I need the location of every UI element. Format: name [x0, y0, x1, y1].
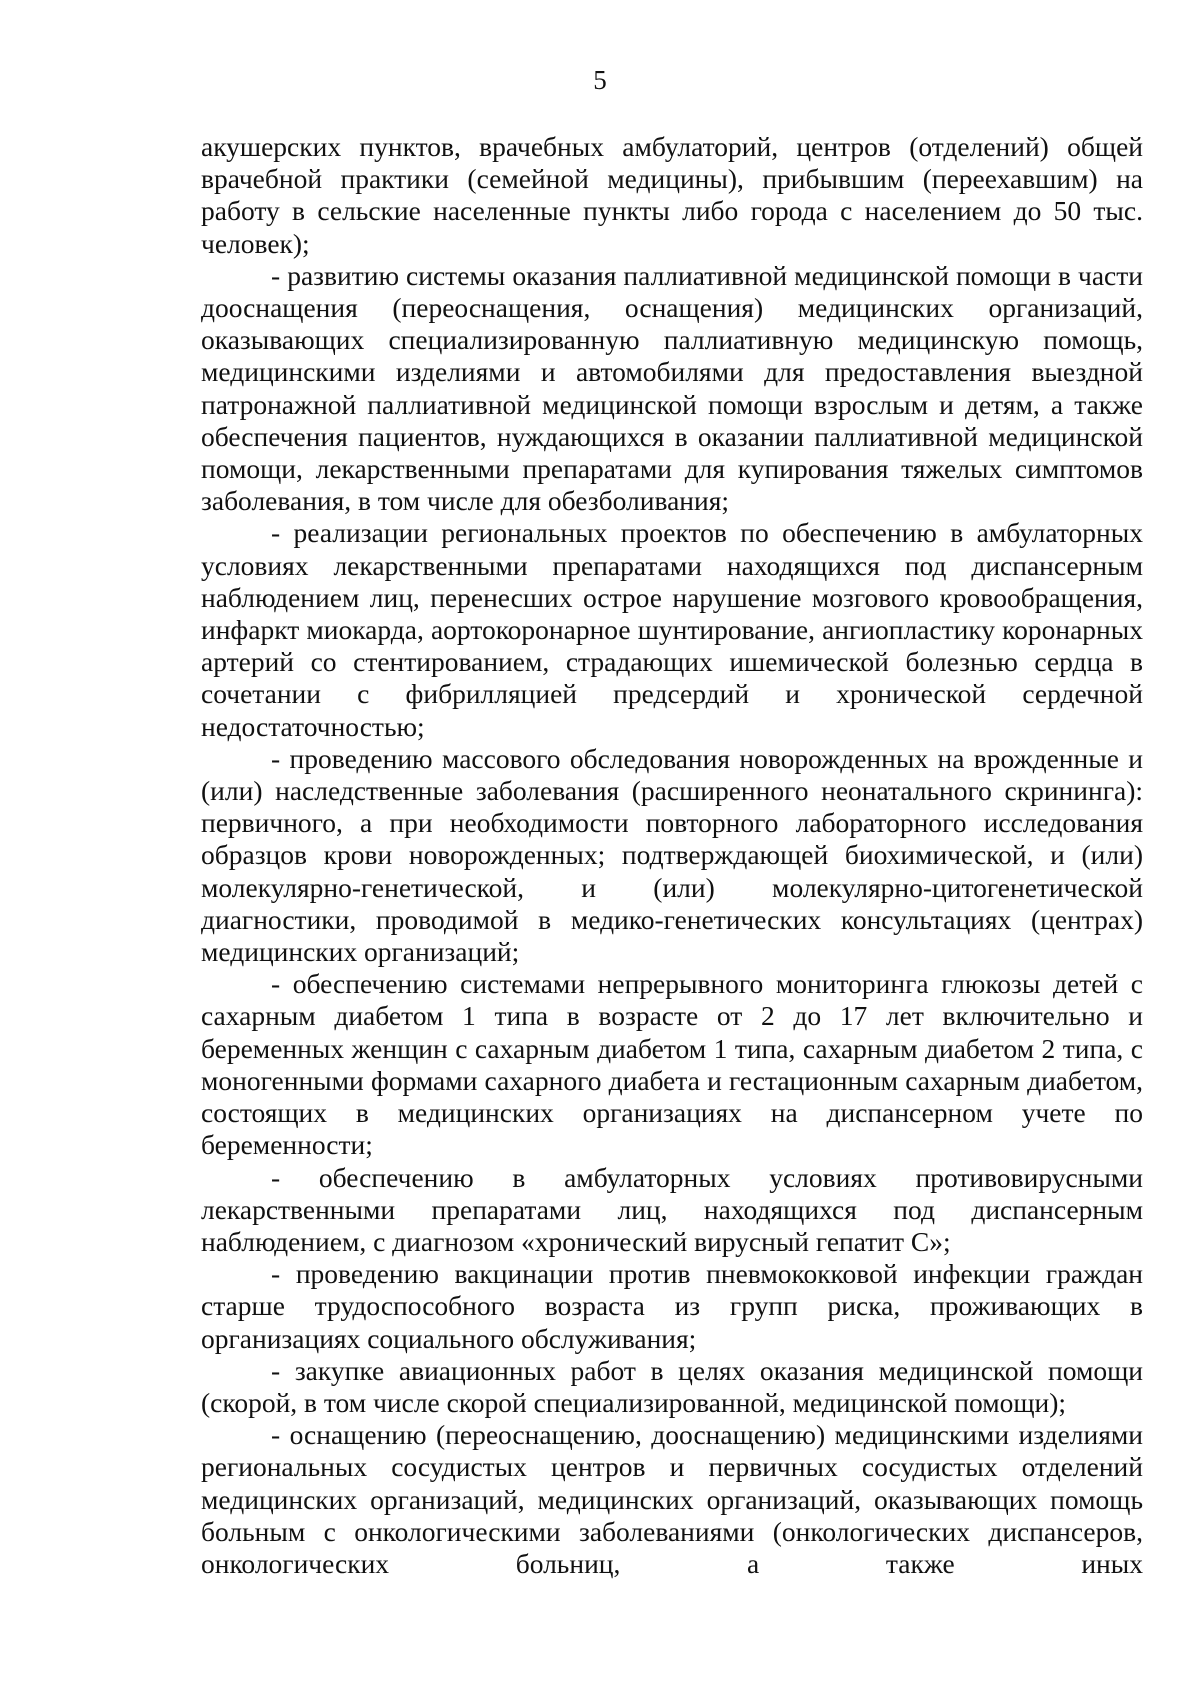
list-item-antiviral-drugs: - обеспечению в амбулаторных условиях противовирусными лекарственными препаратами лиц, находящихся под диспансерным наблюдением, с диагнозом «хронический вирусный гепатит С»; — [201, 1161, 1143, 1257]
list-item-glucose-monitoring: - обеспечению системами непрерывного мониторинга глюкозы детей с сахарным диабетом 1 типа в возрасте от 2 до 17 лет включительно и беременных женщин с сахарным диабетом 1 типа, сахарным диабетом 2 типа, с моногенными формами сахарного диабета и гестационным сахарным диабетом, состоящих в медицинских организациях на диспансерном учете по беременности; — [201, 968, 1143, 1161]
list-item-pneumococcal-vaccination: - проведению вакцинации против пневмококковой инфекции граждан старше трудоспособного возраста из групп риска, проживающих в организациях социального обслуживания; — [201, 1258, 1143, 1354]
list-item-aviation-works: - закупке авиационных работ в целях оказания медицинской помощи (скорой, в том числе скорой специализированной, медицинской помощи); — [201, 1354, 1143, 1418]
page-number: 5 — [593, 65, 607, 95]
document-body — [201, 131, 1143, 1580]
list-item-vascular-centers: - оснащению (переоснащению, дооснащению) медицинскими изделиями региональных сосудистых центров и первичных сосудистых отделений медицинских организаций, медицинских организаций, оказывающих помощь больным с онкологическими заболеваниями (онкологических диспансеров, онкологических больниц, а также иных — [201, 1419, 1143, 1579]
list-item-palliative-care: - развитию системы оказания паллиативной медицинской помощи в части дооснащения (переоснащения, оснащения) медицинских организаций, оказывающих специализированную паллиативную медицинскую помощь, медицинскими изделиями и автомобилями для предоставления выездной патронажной паллиативной медицинской помощи взрослым и детям, а также обеспечения пациентов, нуждающихся в оказании паллиативной медицинской помощи, лекарственными препаратами для купирования тяжелых симптомов заболевания, в том числе для обезболивания; — [201, 259, 1143, 517]
paragraph-continuation: акушерских пунктов, врачебных амбулаторий, центров (отделений) общей врачебной практики (семейной медицины), прибывшим (переехавшим) на работу в сельские населенные пункты либо города с населением до 50 тыс. человек); — [201, 131, 1143, 259]
list-item-newborn-screening: - проведению массового обследования новорожденных на врожденные и (или) наследственные заболевания (расширенного неонатального скрининга): первичного, а при необходимости повторного лабораторного исследования образцов крови новорожденных; подтверждающей биохимической, и (или) молекулярно-генетической, и (или) молекулярно-цитогенетической диагностики, проводимой в медико-генетических консультациях (центрах) медицинских организаций; — [201, 742, 1143, 968]
list-item-regional-projects: - реализации региональных проектов по обеспечению в амбулаторных условиях лекарственными препаратами находящихся под диспансерным наблюдением лиц, перенесших острое нарушение мозгового кровообращения, инфаркт миокарда, аортокоронарное шунтирование, ангиопластику коронарных артерий со стентированием, страдающих ишемической болезнью сердца в сочетании с фибрилляцией предсердий и хронической сердечной недостаточностью; — [201, 517, 1143, 742]
